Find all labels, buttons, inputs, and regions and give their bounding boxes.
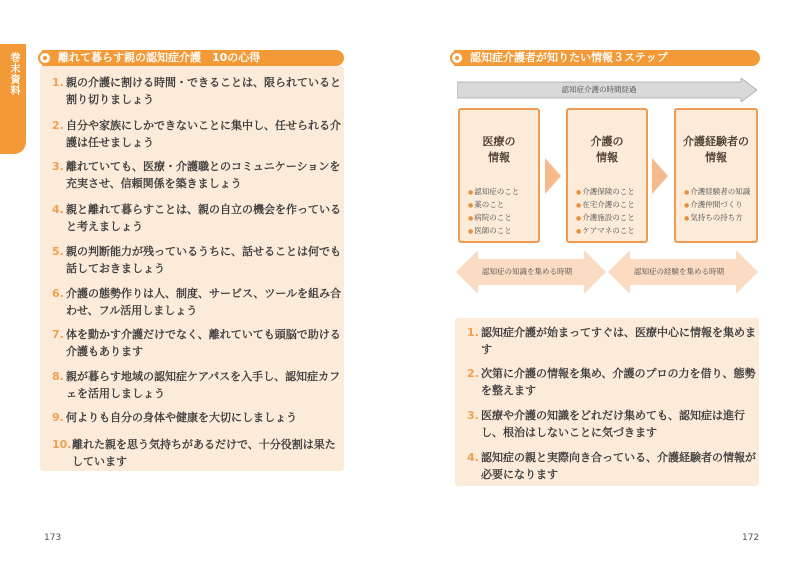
tip-number: 8. [52,370,64,383]
chevron-right-icon [545,158,561,194]
tip-number: 5. [52,245,64,258]
box-title-line: 医療の [482,135,516,148]
tip-number: 9. [52,411,64,424]
side-tab-label: 巻末資料 [8,52,19,96]
side-tab[interactable] [0,44,26,154]
period-label-knowledge: 認知症の知識を集める時期 [482,267,572,276]
tip-text: 離れた親を思う気持ちがあるだけで、十分役割は果たしています [72,438,336,468]
step-text: 認知症の親と実際向き合っている、介護経験者の情報が必要になります [481,451,756,481]
box-list-item: ● 医師のこと [468,225,519,238]
box-list-item: ● 介護施設のこと [576,212,635,225]
tips-panel [40,66,344,471]
box-list-item: ● 病院のこと [468,212,519,225]
experience-info-box [674,108,758,243]
step-number: 3. [467,409,479,422]
box-title-line: 情報 [596,151,618,164]
tip-text: 体を動かす介護だけでなく、離れていても頭脳で助ける介護もあります [66,328,341,358]
box-title [568,134,646,166]
box-list-item: ● 薬のこと [468,199,519,212]
box-title [676,134,756,166]
box-title-line: 情報 [488,151,510,164]
step-number: 2. [467,367,479,380]
tip-number: 2. [52,119,64,132]
page-number-left: 173 [44,533,62,543]
medical-info-box [458,108,540,243]
left-header-text: 離れて暮らす親の認知症介護 10の心得 [58,51,261,64]
timeline-label: 認知症介護の時間経過 [561,85,637,94]
box-list [684,186,750,225]
tip-text: 何よりも自分の身体や健康を大切にしましょう [66,411,297,424]
tip-number: 4. [52,203,64,216]
step-number: 1. [467,326,479,339]
step-text: 次第に介護の情報を集め、介護のプロの力を借り、態勢を整えます [481,367,756,397]
tip-text: 自分や家族にしかできないことに集中し、任せられる介護は任せましょう [66,119,341,149]
box-list [576,186,635,238]
tip-text: 親の判断能力が残っているうちに、話せることは何でも話しておきましょう [66,245,341,275]
box-title [460,134,538,166]
bullet-circle-icon [450,51,464,65]
box-list-item: ● ケアマネのこと [576,225,635,238]
box-list-item: ● 介護仲間づくり [684,199,750,212]
box-title-line: 情報 [705,151,727,164]
box-list [468,186,519,238]
tip-number: 3. [52,160,64,173]
box-title-line: 介護経験者の [683,135,749,148]
box-list-item: ● 在宅介護のこと [576,199,635,212]
steps-panel [455,318,759,486]
box-list-item: ● 介護経験者の知識 [684,186,750,199]
box-list-item: ● 気持ちの持ち方 [684,212,750,225]
tip-text: 親が暮らす地域の認知症ケアパスを入手し、認知症カフェを活用しましょう [66,370,341,400]
box-list-item: ● 認知症のこと [468,186,519,199]
tip-text: 親と離れて暮らすことは、親の自立の機会を作っていると考えましょう [66,203,341,233]
step-number: 4. [467,451,479,464]
right-section-header [454,50,760,66]
bullet-circle-icon [38,51,52,65]
chevron-right-icon [652,158,668,194]
step-text: 医療や介護の知識をどれだけ集めても、認知症は進行し、根治はしないことに気づきます [481,409,745,439]
care-info-box [566,108,648,243]
tip-text: 離れていても、医療・介護職とのコミュニケーションを充実させ、信頼関係を築きましょう [66,160,341,190]
page-number-right: 172 [742,533,760,543]
tip-text: 親の介護に割ける時間・できることは、限られていると割り切りましょう [66,76,341,106]
box-list-item: ● 介護保険のこと [576,186,635,199]
step-text: 認知症介護が始まってすぐは、医療中心に情報を集めます [481,326,756,356]
tip-number: 1. [52,76,64,89]
tip-number: 10. [52,438,72,451]
tip-text: 介護の態勢作りは人、制度、サービス、ツールを組み合わせ、フル活用しましょう [66,287,342,317]
tip-number: 7. [52,328,64,341]
box-title-line: 介護の [590,135,624,148]
tip-number: 6. [52,287,64,300]
right-header-text: 認知症介護者が知りたい情報３ステップ [470,51,668,64]
left-section-header [42,50,344,66]
period-label-experience: 認知症の経験を集める時期 [634,267,724,276]
